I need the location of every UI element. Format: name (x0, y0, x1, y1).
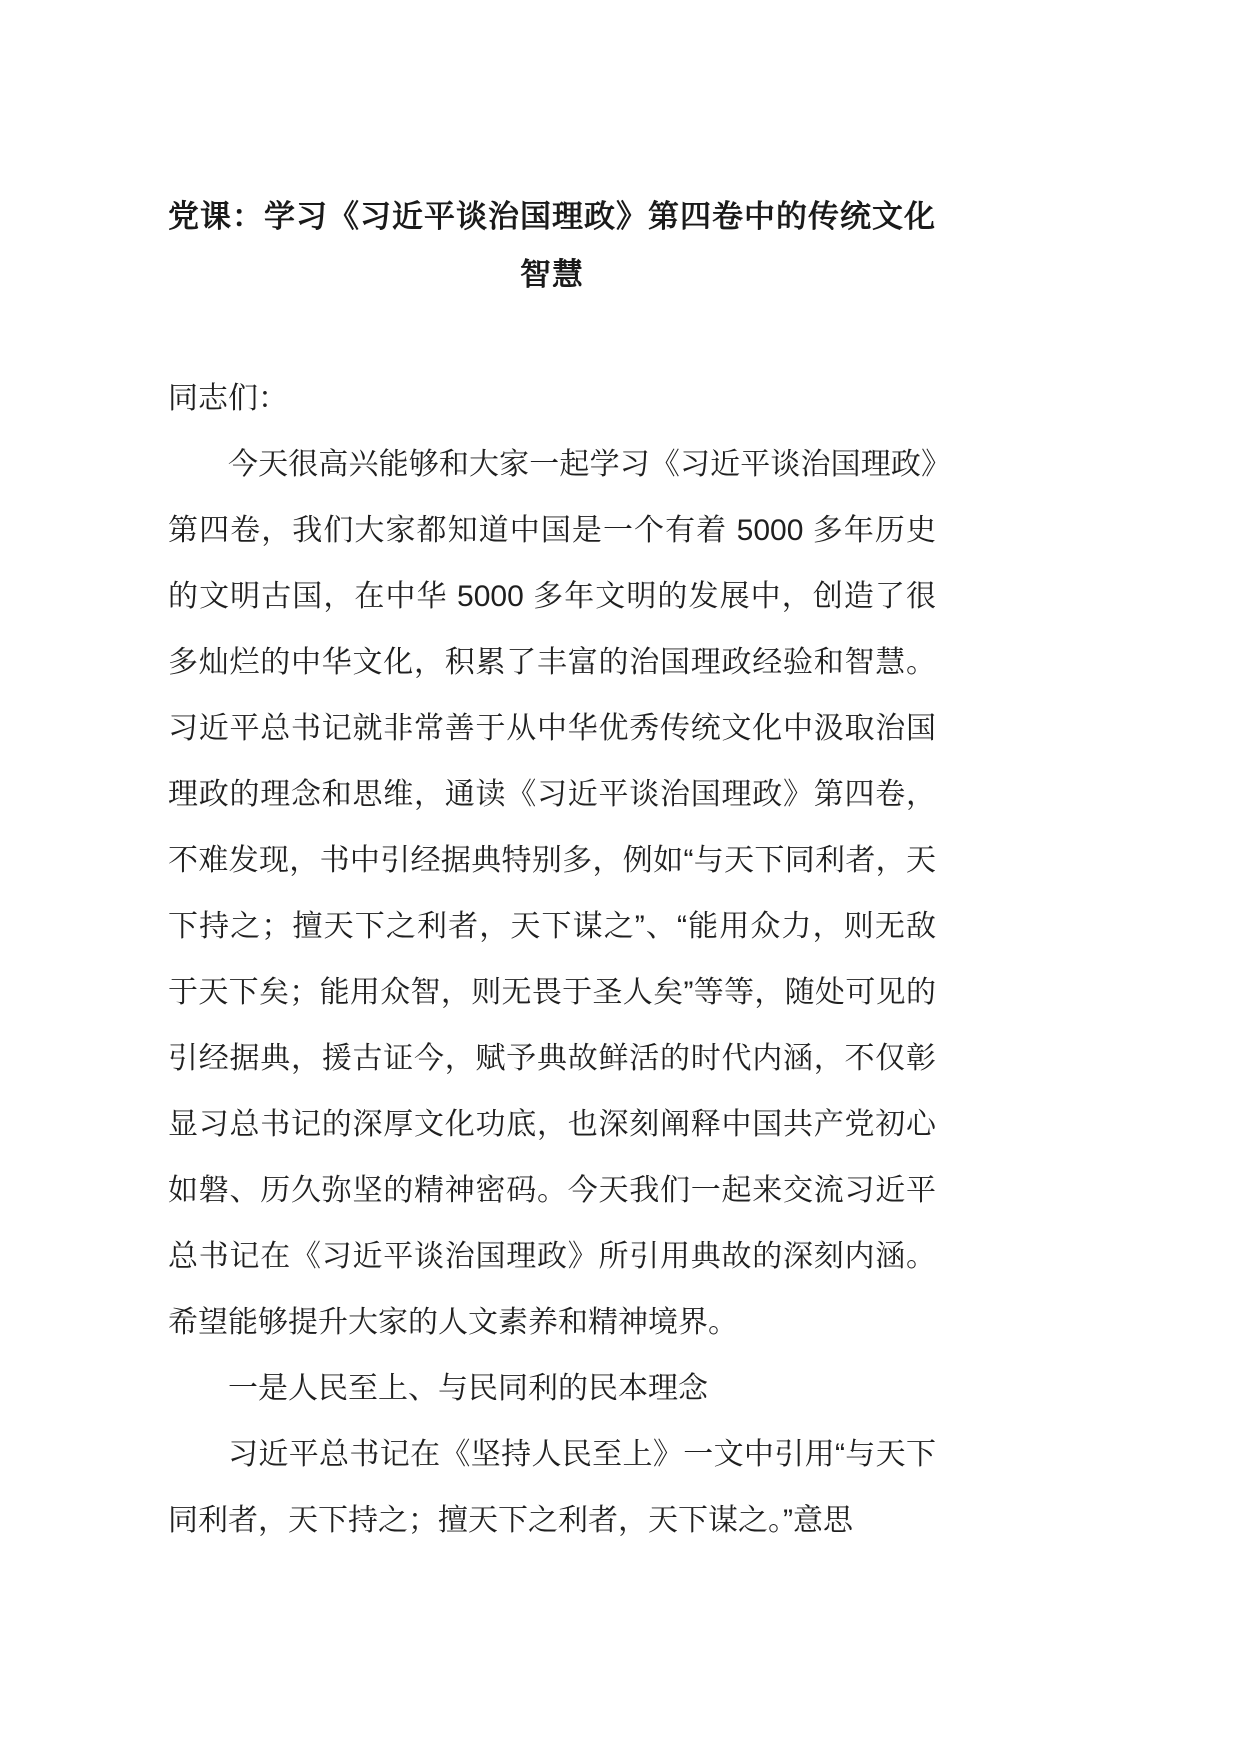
paragraph-salutation: 同志们： (168, 382, 288, 415)
paragraph-section-heading: 一是人民至上、与民同利的民本理念 (228, 1372, 708, 1405)
paragraph-body-continued: 习近平总书记在《坚持人民至上》一文中引用“与天下同利者，天下持之；擅天下之利者，天下谋之。”意思 (168, 1438, 936, 1537)
document-title: 党课：学习《习近平谈治国理政》第四卷中的传统文化智慧 (168, 199, 936, 292)
paragraph-body: 今天很高兴能够和大家一起学习《习近平谈治国理政》第四卷，我们大家都知道中国是一个有着 5000 多年历史的文明古国，在中华 5000 多年文明的发展中，创造了很多灿烂的中华文化，积累了丰富的治国理政经验和智慧。习近平总书记就非常善于从中华优秀传统文化中汲取治国理政的理念和思维，通读《习近平谈治国理政》第四卷，不难发现，书中引经据典特别多，例如“与天下同利者，天下持之；擅天下之利者，天下谋之”、“能用众力，则无敌于天下矣；能用众智，则无畏于圣人矣”等等，随处可见的引经据典，援古证今，赋予典故鲜活的时代内涵，不仅彰显习总书记的深厚文化功底，也深刻阐释中国共产党初心如磐、历久弥坚的精神密码。今天我们一起来交流习近平总书记在《习近平谈治国理政》所引用典故的深刻内涵。希望能够提升大家的人文素养和精神境界。 (168, 448, 936, 1339)
document-content (168, 188, 936, 1554)
